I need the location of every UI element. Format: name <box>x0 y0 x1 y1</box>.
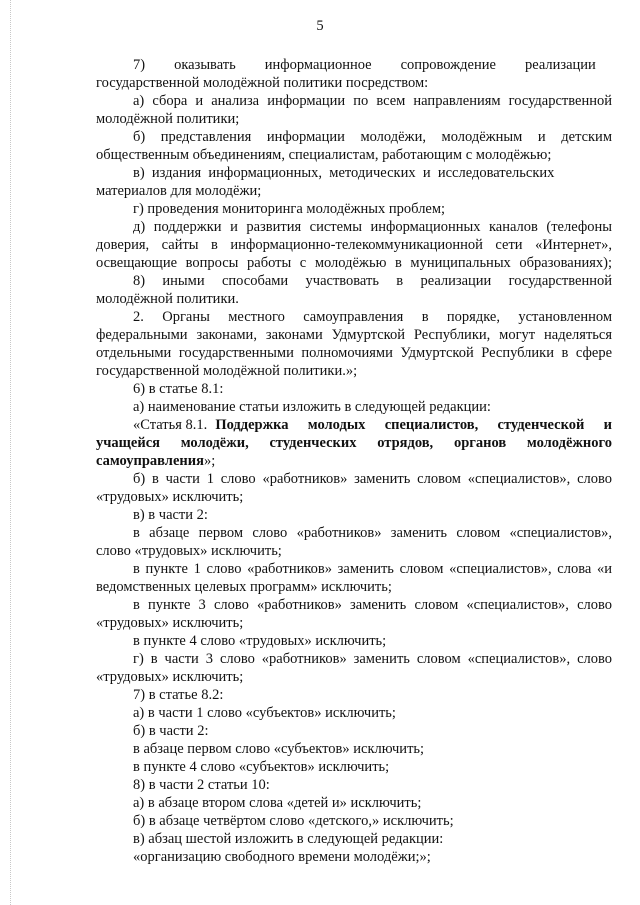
text-line: в абзаце первом слово «субъектов» исключить; <box>133 741 425 757</box>
text-line: освещающие вопросы работы с молодёжью в муниципальных образованиях); <box>96 255 612 271</box>
text-line: 2. Органы местного самоуправления в порядке, установленном <box>133 309 612 325</box>
text-line: ведомственных целевых программ» исключить; <box>96 579 392 595</box>
text-line: «трудовых» исключить; <box>96 615 244 631</box>
text-line: а) в части 1 слово «субъектов» исключить; <box>133 705 396 721</box>
text-line: д) поддержки и развития системы информационных каналов (телефоны <box>133 219 612 235</box>
scan-edge <box>10 0 11 905</box>
text-line: б) в части 2: <box>133 723 209 739</box>
text-line: 7) в статье 8.2: <box>133 687 224 703</box>
text-line: г) проведения мониторинга молодёжных проблем; <box>133 201 446 217</box>
text-line: молодёжной политики; <box>96 111 240 127</box>
text-line: в) абзац шестой изложить в следующей редакции: <box>133 831 444 847</box>
article-title: Поддержка молодых специалистов, студенческой и <box>215 417 612 433</box>
closing-quote: »; <box>203 453 216 469</box>
text-line: г) в части 3 слово «работников» заменить словом «специалистов», слово <box>133 651 612 667</box>
text-line: в пункте 1 слово «работников» заменить словом «специалистов», слова «и <box>133 561 612 577</box>
text-line: 6) в статье 8.1: <box>133 381 224 397</box>
text-line: а) наименование статьи изложить в следующей редакции: <box>133 399 491 415</box>
text-line: 8) в части 2 статьи 10: <box>133 777 270 793</box>
text-line: в абзаце первом слово «работников» заменить словом «специалистов», <box>133 525 612 541</box>
text-line: слово «трудовых» исключить; <box>96 543 282 559</box>
text-line: в пункте 3 слово «работников» заменить словом «специалистов», слово <box>133 597 612 613</box>
text-line: б) в абзаце четвёртом слово «детского,» исключить; <box>133 813 454 829</box>
text-line: отдельными государственными полномочиями Удмуртской Республики в сфере <box>96 345 612 361</box>
text-line: государственной молодёжной политики.»; <box>96 363 358 379</box>
article-title-continued: учащейся молодёжи, студенческих отрядов, органов молодёжного <box>96 435 612 451</box>
text-line: а) сбора и анализа информации по всем направлениям государственной <box>133 93 612 109</box>
text-line: «трудовых» исключить; <box>96 489 244 505</box>
text-line: «организацию свободного времени молодёжи;»; <box>133 849 431 865</box>
text-line: в) в части 2: <box>133 507 208 523</box>
text-line: государственной молодёжной политики посредством: <box>96 75 429 91</box>
text-line: а) в абзаце втором слова «детей и» исключить; <box>133 795 422 811</box>
text-line: в) издания информационных, методических и исследовательских <box>133 165 555 181</box>
text-line: 8) иными способами участвовать в реализации государственной <box>133 273 612 289</box>
text-line: 7) оказывать информационное сопровождение реализации <box>133 57 596 73</box>
text-line: в пункте 4 слово «субъектов» исключить; <box>133 759 390 775</box>
text-line: в пункте 4 слово «трудовых» исключить; <box>133 633 387 649</box>
text-line: «трудовых» исключить; <box>96 669 244 685</box>
text-line: молодёжной политики. <box>96 291 239 307</box>
article-heading-line <box>133 416 612 434</box>
text-line: федеральными законами, законами Удмуртской Республики, могут наделяться <box>96 327 612 343</box>
text-line: общественным объединениям, специалистам, работающим с молодёжью; <box>96 147 552 163</box>
article-number: «Статья 8.1. <box>133 417 208 433</box>
text-line: б) представления информации молодёжи, молодёжным и детским <box>133 129 612 145</box>
article-title-end: самоуправления <box>96 453 204 469</box>
text-line: б) в части 1 слово «работников» заменить словом «специалистов», слово <box>133 471 612 487</box>
text-line: доверия, сайты в информационно-телекоммуникационной сети «Интернет», <box>96 237 612 253</box>
text-line: материалов для молодёжи; <box>96 183 262 199</box>
page-number: 5 <box>316 18 324 34</box>
article-title-end-line <box>96 452 612 470</box>
